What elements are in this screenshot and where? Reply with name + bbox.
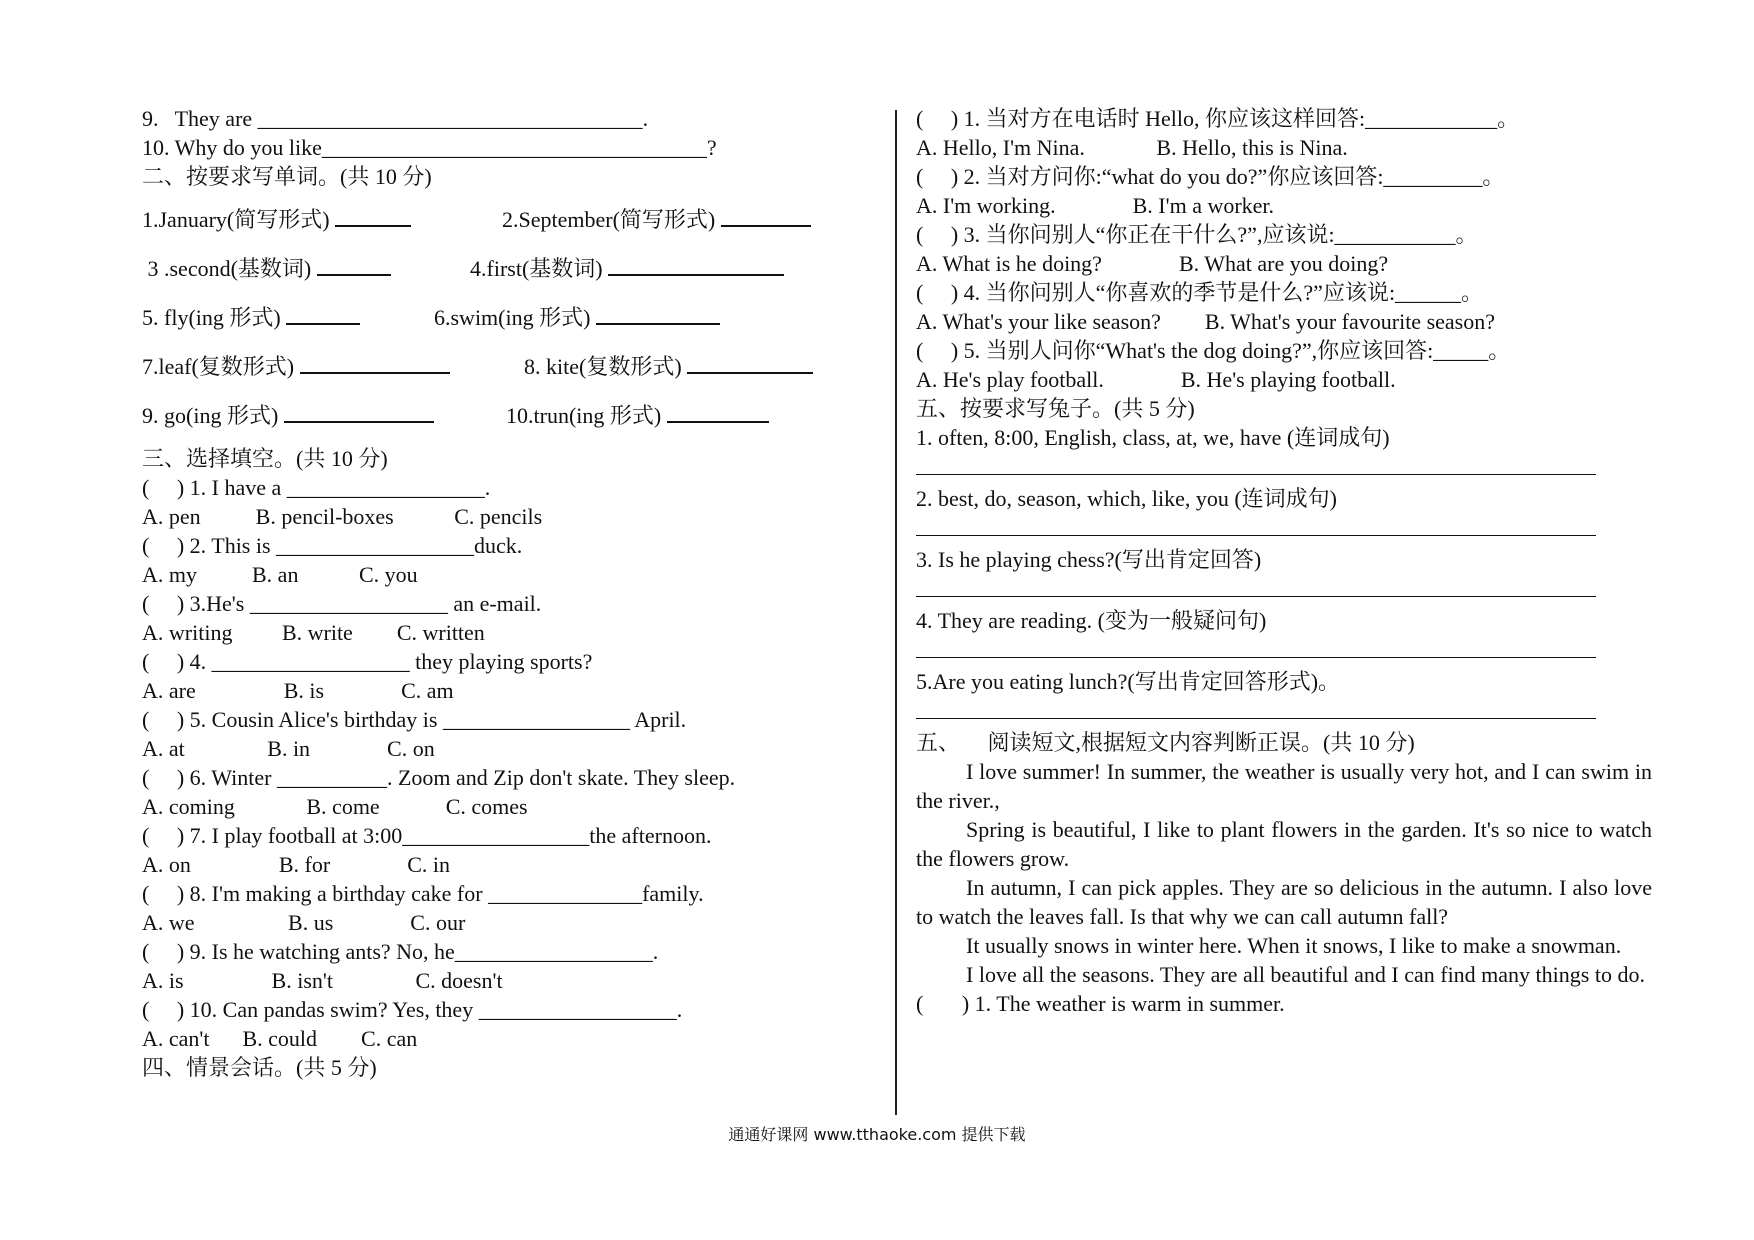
judge-question: ( ) 1. The weather is warm in summer. [916,991,1285,1016]
footer-credit: 通通好课网 www.tthaoke.com 提供下载 [728,1125,1026,1144]
choice-line: A. writing B. write C. written [142,620,485,645]
question-line: 10. Why do you like___________________________________? [142,135,717,160]
dialog-line: A. Hello, I'm Nina. B. Hello, this is Nina. [916,135,1348,160]
word-prompt: 2.September(简写形式) [502,207,721,232]
dialog-line: ( ) 3. 当你问别人“你正在干什么?”,应该说:___________。 [916,222,1478,247]
word-prompt: 5. fly(ing 形式) [142,305,287,330]
answer-line [916,635,1652,667]
answer-line [916,452,1652,484]
answer-blank [608,256,784,276]
answer-blank [596,305,720,325]
dialog-line: A. I'm working. B. I'm a worker. [916,193,1275,218]
choice-line: A. can't B. could C. can [142,1026,418,1051]
word-prompt: 1.January(简写形式) [142,207,336,232]
choice-line: A. pen B. pencil-boxes C. pencils [142,504,543,529]
choice-line: ( ) 8. I'm making a birthday cake for ______________family. [142,881,704,906]
choice-line: ( ) 3.He's __________________ an e-mail. [142,591,542,616]
dialog-line: ( ) 4. 当你问别人“你喜欢的季节是什么?”应该说:______。 [916,280,1484,305]
word-prompt: 4.first(基数词) [470,256,609,281]
section-title: 三、选择填空。(共 10 分) [142,446,388,471]
rewrite-item: 2. best, do, season, which, like, you (连词成句) [916,486,1337,511]
choice-line: ( ) 7. I play football at 3:00_________________the afternoon. [142,823,712,848]
word-prompt: 8. kite(复数形式) [524,354,688,379]
word-pair [142,195,882,244]
rewrite-item: 4. They are reading. (变为一般疑问句) [916,608,1267,633]
word-prompt: 3 .second(基数词) [142,256,317,281]
rewrite-item: 3. Is he playing chess?(写出肯定回答) [916,547,1262,572]
word-pair [142,244,882,293]
section-title: 五、按要求写兔子。(共 5 分) [916,396,1195,421]
answer-blank [284,403,434,423]
answer-blank [667,403,769,423]
answer-blank [721,207,811,227]
rewrite-item: 5.Are you eating lunch?(写出肯定回答形式)。 [916,669,1341,694]
choice-line: ( ) 2. This is __________________duck. [142,533,523,558]
choice-line: A. is B. isn't C. doesn't [142,968,503,993]
section-title: 五、 阅读短文,根据短文内容判断正误。(共 10 分) [916,730,1415,755]
answer-line [916,574,1652,606]
word-pair [142,391,882,440]
question-line: 9. They are ___________________________________. [142,106,649,131]
choice-line: A. at B. in C. on [142,736,435,761]
answer-blank [300,354,450,374]
choice-line: ( ) 4. __________________ they playing sports? [142,649,593,674]
word-pair [142,342,882,391]
rewrite-item: 1. often, 8:00, English, class, at, we, have (连词成句) [916,425,1390,450]
reading-paragraph: I love summer! In summer, the weather is usually very hot, and I can swim in the river., [916,759,1652,813]
reading-paragraph: I love all the seasons. They are all beautiful and I can find many things to do. [966,962,1645,987]
word-prompt: 9. go(ing 形式) [142,403,284,428]
choice-line: ( ) 6. Winter __________. Zoom and Zip don't skate. They sleep. [142,765,736,790]
choice-line: A. my B. an C. you [142,562,418,587]
dialog-line: ( ) 5. 当别人问你“What's the dog doing?”,你应该回答:_____。 [916,338,1511,363]
dialog-line: A. What is he doing? B. What are you doing? [916,251,1389,276]
answer-blank [335,207,411,227]
choice-line: A. we B. us C. our [142,910,466,935]
choice-line: A. coming B. come C. comes [142,794,528,819]
choice-line: ( ) 9. Is he watching ants? No, he__________________. [142,939,659,964]
word-prompt: 6.swim(ing 形式) [434,305,596,330]
column-divider [895,110,897,1115]
reading-paragraph: In autumn, I can pick apples. They are so delicious in the autumn. I also love to watch the leaves fall. Is that why we can call autumn fall? [916,875,1652,929]
choice-line: ( ) 1. I have a __________________. [142,475,491,500]
reading-paragraph: Spring is beautiful, I like to plant flowers in the garden. It's so nice to watch the flowers grow. [916,817,1652,871]
dialog-line: ( ) 1. 当对方在电话时 Hello, 你应该这样回答:____________。 [916,106,1520,131]
dialog-line: ( ) 2. 当对方问你:“what do you do?”你应该回答:_________。 [916,164,1505,189]
dialog-line: A. He's play football. B. He's playing football. [916,367,1396,392]
choice-line: ( ) 5. Cousin Alice's birthday is _________________ April. [142,707,687,732]
choice-line: ( ) 10. Can pandas swim? Yes, they __________________. [142,997,683,1022]
word-prompt: 10.trun(ing 形式) [506,403,667,428]
left-column [142,104,882,1082]
answer-line [916,696,1652,728]
section-title: 二、按要求写单词。(共 10 分) [142,164,432,189]
answer-blank [286,305,360,325]
word-prompt: 7.leaf(复数形式) [142,354,300,379]
dialog-line: A. What's your like season? B. What's your favourite season? [916,309,1495,334]
answer-blank [687,354,813,374]
word-pair [142,293,882,342]
right-column [916,104,1652,1018]
answer-blank [317,256,391,276]
reading-paragraph: It usually snows in winter here. When it snows, I like to make a snowman. [966,933,1622,958]
answer-line [916,513,1652,545]
section-title: 四、情景会话。(共 5 分) [142,1055,377,1080]
choice-line: A. are B. is C. am [142,678,454,703]
choice-line: A. on B. for C. in [142,852,450,877]
